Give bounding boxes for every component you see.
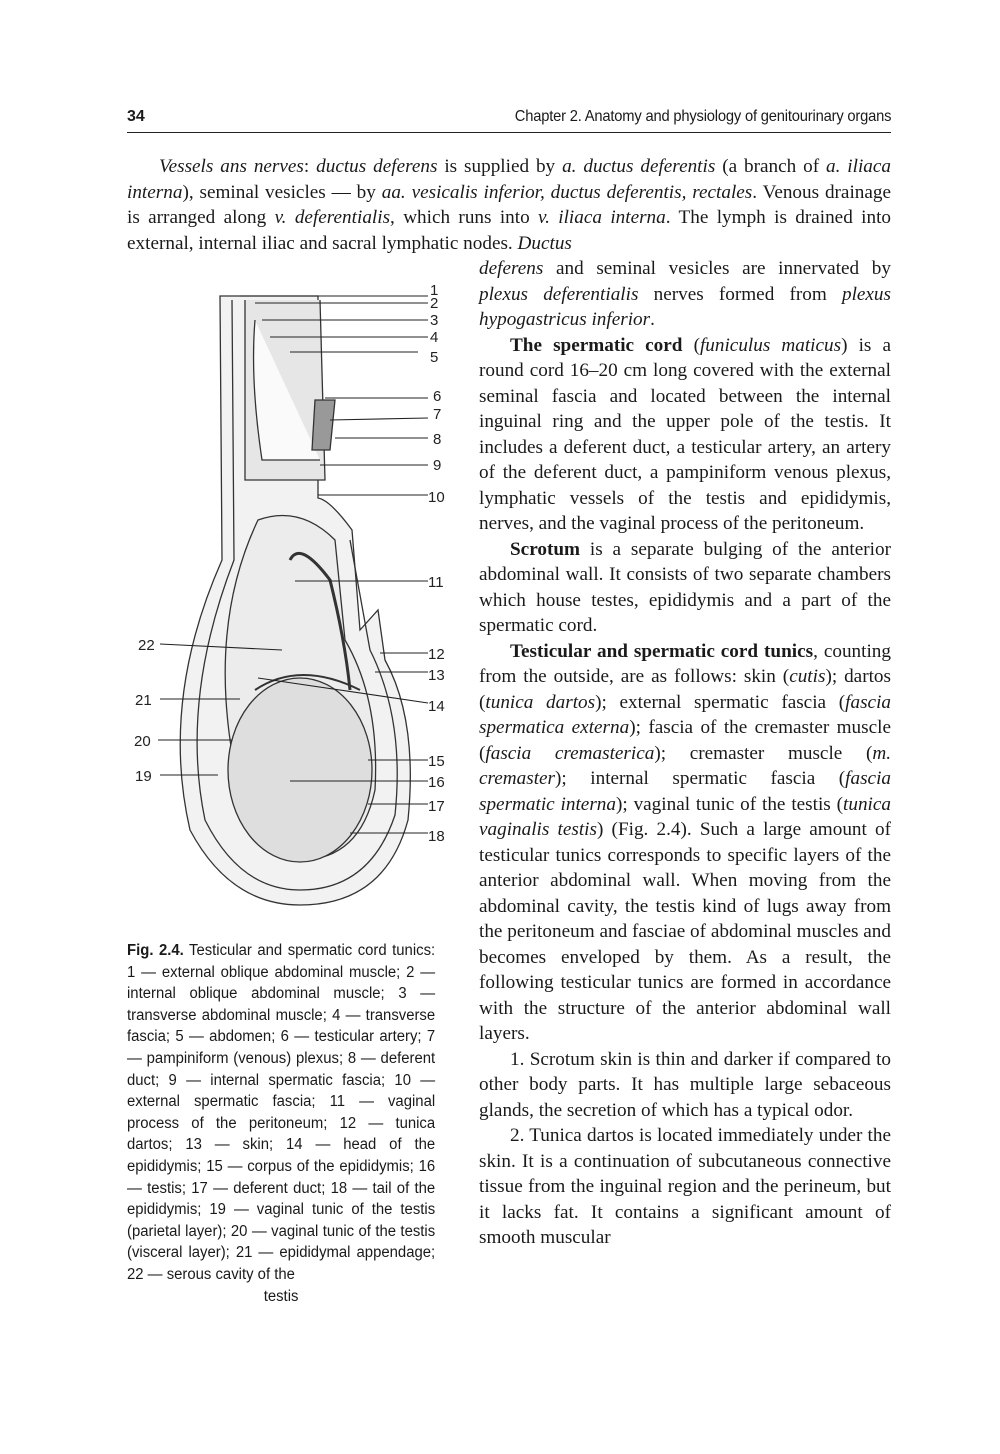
figure-labels-left [134,637,155,785]
figure-label: 9 [433,457,442,474]
figure-label: 17 [428,798,445,815]
figure-label: 2 [430,295,439,312]
figure-label: 20 [134,733,151,750]
figure-label: 15 [428,753,445,770]
figure-label: 5 [430,349,439,366]
paragraph-scrotum: Scrotum is a separate bulging of the anterior abdominal wall. It consists of two separate chambers which house testes, epididymis and a part of the spermatic cord. [479,538,891,636]
figure-label: 22 [138,637,155,654]
figure-label: 7 [433,406,442,423]
anatomical-illustration [120,270,460,930]
right-column-text [479,256,891,1251]
paragraph-item-1: 1. Scrotum skin is thin and darker if compared to other body parts. It has multiple large sebaceous glands, the secretion of which has a typical odor. [479,1048,891,1121]
figure-label: 13 [428,667,445,684]
figure-label: 10 [428,489,445,506]
chapter-title: Chapter 2. Anatomy and physiology of genitourinary organs [514,108,891,125]
figure-label: 3 [430,312,439,329]
figure-label: 6 [433,388,442,405]
figure-label: 21 [135,692,152,709]
page-number: 34 [127,108,145,125]
figure-caption [127,940,435,1307]
figure-label: 12 [428,646,445,663]
paragraph-tunics: Testicular and spermatic cord tunics, counting from the outside, are as follows: skin (cutis); dartos (tunica dartos); external spermatic fascia (fascia spermatica externa); fascia of the cremaster muscle (fascia cremasterica); cremaster muscle (m. cremaster); internal spermatic fascia (fascia spermatic interna); vaginal tunic of the testis (tunica vaginalis testis) (Fig. 2.4). Such a large amount of testicular tunics corresponds to specific layers of the anterior abdominal wall. When moving from the abdominal cavity, the testis kind of lugs away from the peritoneum and fasciae of abdominal muscles and becomes enveloped by them. As a result, the following testicular tunics are formed in accordance with the structure of the anterior abdominal wall layers. [479,640,891,1044]
figure-label: 4 [430,329,439,346]
figure-label: 19 [135,768,152,785]
figure-label: 14 [428,698,445,715]
figure-label: 18 [428,828,445,845]
figure-label: 8 [433,431,442,448]
paragraph-item-2: 2. Tunica dartos is located immediately under the skin. It is a continuation of subcutaneous connective tissue from the inguinal region and the perineum, but it lacks fat. It contains a significant amount of smooth muscular [479,1125,891,1248]
vessels-nerves-paragraph: Vessels ans nerves: ductus deferens is supplied by a. ductus deferentis (a branch of a. iliaca interna), seminal vesicles — by aa. vesicalis inferior, ductus deferentis, rectales. Venous drainage is arranged along v. deferentialis, which runs into v. iliaca interna. The lymph is drained into external, internal iliac and sacral lymphatic nodes. Ductus [127,156,892,254]
figure-label: 1 [430,282,439,299]
caption-title: Fig. 2.4. [127,942,184,959]
paragraph-continuation: deferens and seminal vesicles are innervated by plexus deferentialis nerves formed from plexus hypogastricus inferior. [479,258,891,330]
figure-label: 11 [428,574,444,591]
illustration-drawing [180,296,410,905]
paragraph-spermatic-cord: The spermatic cord (funiculus maticus) is a round cord 16–20 cm long covered with the external seminal fascia and located between the internal inguinal ring and the upper pole of the testis. It includes a deferent duct, a testicular artery, an artery of the deferent duct, a pampiniform venous plexus, lymphatic vessels of the testis and epididymis, nerves, and the vaginal process of the peritoneum. [479,334,891,534]
caption-last-line: testis [263,1287,299,1305]
figure-labels-right [428,282,445,845]
running-header [127,106,891,133]
caption-text: Testicular and spermatic cord tunics: 1 — external oblique abdominal muscle; 2 — internal oblique abdominal muscle; 3 — transverse abdominal muscle; 4 — transverse fascia; 5 — abdomen; 6 — testicular artery; 7 — pampiniform (venous) plexus; 8 — deferent duct; 9 — internal spermatic fascia; 10 — external spermatic fascia; 11 — vaginal process of the peritoneum; 12 — tunica dartos; 13 — skin; 14 — head of the epididymis; 15 — corpus of the epididymis; 16 — testis; 17 — deferent duct; 18 — tail of the epididymis; 19 — vaginal tunic of the testis (parietal layer); 20 — vaginal tunic of the testis (visceral layer); 21 — epididymal appendage; 22 — serous cavity of the [127,942,436,1283]
figure-label: 16 [428,774,445,791]
